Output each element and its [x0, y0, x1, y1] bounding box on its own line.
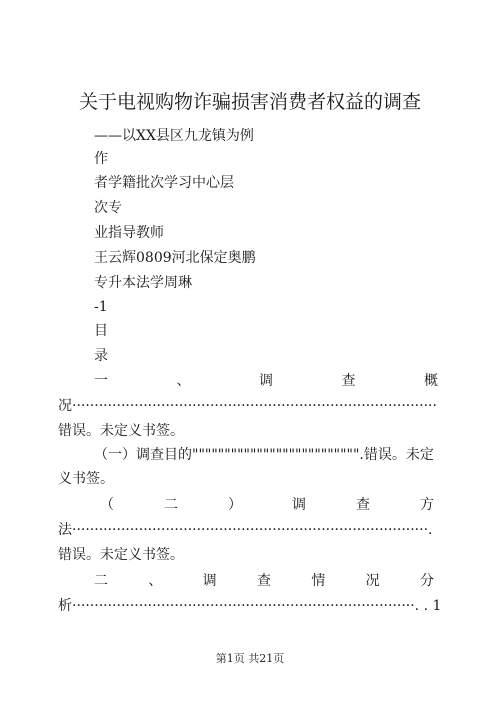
toc-char: 查 [341, 373, 356, 389]
toc-item-4-leader: 析·············································································. . 1 [58, 598, 442, 614]
toc-char: 分 [419, 573, 434, 589]
toc-char: 方 [420, 497, 434, 513]
toc-char: 况 [365, 573, 380, 589]
toc-char: 二 [94, 573, 108, 589]
info-line-1: 作 [94, 151, 108, 167]
toc-item-1-heading [94, 372, 438, 390]
toc-char: 一 [94, 373, 108, 389]
toc-heading-mu: 目 [94, 323, 108, 339]
toc-char: 调 [292, 497, 306, 513]
page-marker: -1 [94, 299, 108, 315]
toc-item-1-leader: 况·················································································· [58, 398, 437, 414]
info-line-5: 王云辉0809河北保定奥鹏 [94, 250, 256, 266]
document-subtitle: ——以XX县区九龙镇为例 [94, 128, 254, 144]
document-title: 关于电视购物诈骗损害消费者权益的调查 [78, 91, 421, 113]
info-line-4: 业指导教师 [94, 225, 164, 241]
info-line-3: 次专 [94, 200, 122, 216]
toc-char: 调 [259, 373, 273, 389]
toc-char: 、 [176, 373, 191, 389]
toc-char: 情 [311, 573, 326, 589]
toc-item-3-leader: 法················································································. [58, 522, 433, 538]
toc-item-4-heading [94, 572, 434, 590]
toc-item-3-heading [100, 496, 434, 514]
info-line-2: 者学籍批次学习中心层 [94, 175, 234, 191]
toc-heading-lu: 录 [94, 348, 108, 364]
toc-item-2-line-1: （一）调查目的"""""""""""""""""""""""""".错误。未定 [94, 447, 434, 463]
toc-char: 查 [256, 573, 271, 589]
toc-char: 查 [356, 497, 370, 513]
toc-item-3-error: 错误。未定义书签。 [58, 547, 184, 563]
toc-char: 概 [424, 373, 438, 389]
page-footer: 第1页 共21页 [215, 652, 285, 665]
info-line-6: 专升本法学周琳 [94, 275, 192, 291]
toc-char: ） [228, 497, 242, 513]
toc-item-2-line-2: 义书签。 [58, 471, 114, 487]
toc-char: 、 [148, 573, 163, 589]
toc-char: 二 [164, 497, 178, 513]
toc-item-1-error: 错误。未定义书签。 [58, 423, 184, 439]
toc-char: （ [100, 497, 114, 513]
toc-char: 调 [202, 573, 217, 589]
